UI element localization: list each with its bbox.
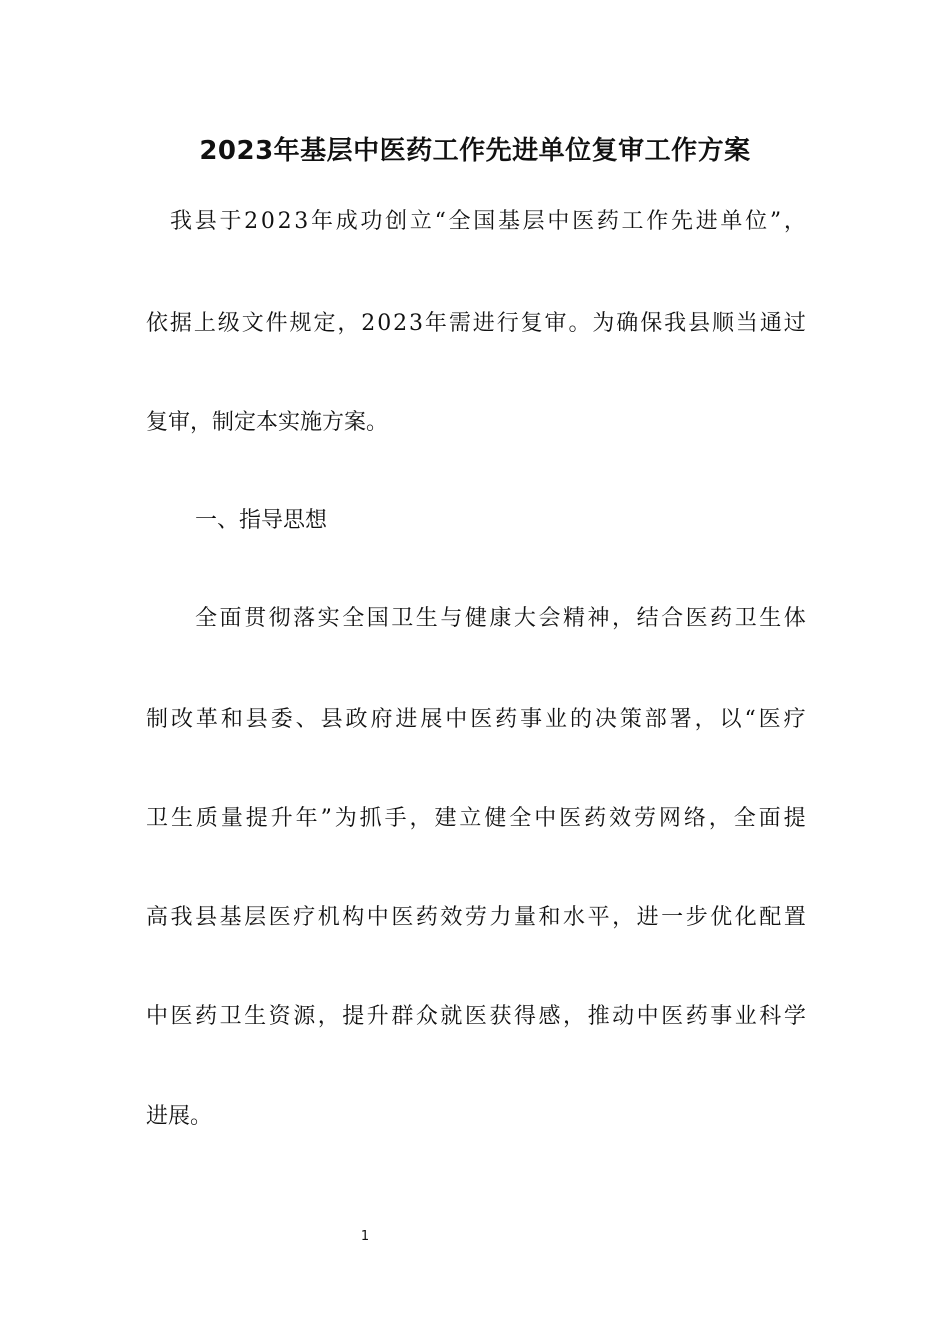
paragraph-line: 进展。 xyxy=(146,1104,213,1129)
paragraph-line: 卫 生 质 量 提 升 年 ” 为 抓 手 ， 建 立 健 全 中 医 药 效 劳 网 络 ， 全 面 提 xyxy=(146,806,806,831)
document-title: 2023年基层中医药工作先进单位复审工作方案 xyxy=(199,136,751,166)
page-number: 1 xyxy=(360,1229,370,1244)
paragraph-line: 我 县 于 2 0 2 3 年 成 功 创 立 “ 全 国 基 层 中 医 药 工 作 先 进 单 位 ” ， xyxy=(170,209,806,234)
section-heading: 一、指导思想 xyxy=(195,508,328,533)
paragraph-line: 依 据 上 级 文 件 规 定 ， 2 0 2 3 年 需 进 行 复 审 。 为 确 保 我 县 顺 当 通 过 xyxy=(146,311,806,336)
paragraph-line: 复审，制定本实施方案。 xyxy=(146,410,389,435)
paragraph-line: 全 面 贯 彻 落 实 全 国 卫 生 与 健 康 大 会 精 神 ， 结 合 医 药 卫 生 体 xyxy=(195,606,806,631)
paragraph-line: 高 我 县 基 层 医 疗 机 构 中 医 药 效 劳 力 量 和 水 平 ， 进 一 步 优 化 配 置 xyxy=(146,905,806,930)
paragraph-line: 中 医 药 卫 生 资 源 ， 提 升 群 众 就 医 获 得 感 ， 推 动 中 医 药 事 业 科 学 xyxy=(146,1004,806,1029)
paragraph-line: 制 改 革 和 县 委 、 县 政 府 进 展 中 医 药 事 业 的 决 策 部 署 ， 以 “ 医 疗 xyxy=(146,707,806,732)
